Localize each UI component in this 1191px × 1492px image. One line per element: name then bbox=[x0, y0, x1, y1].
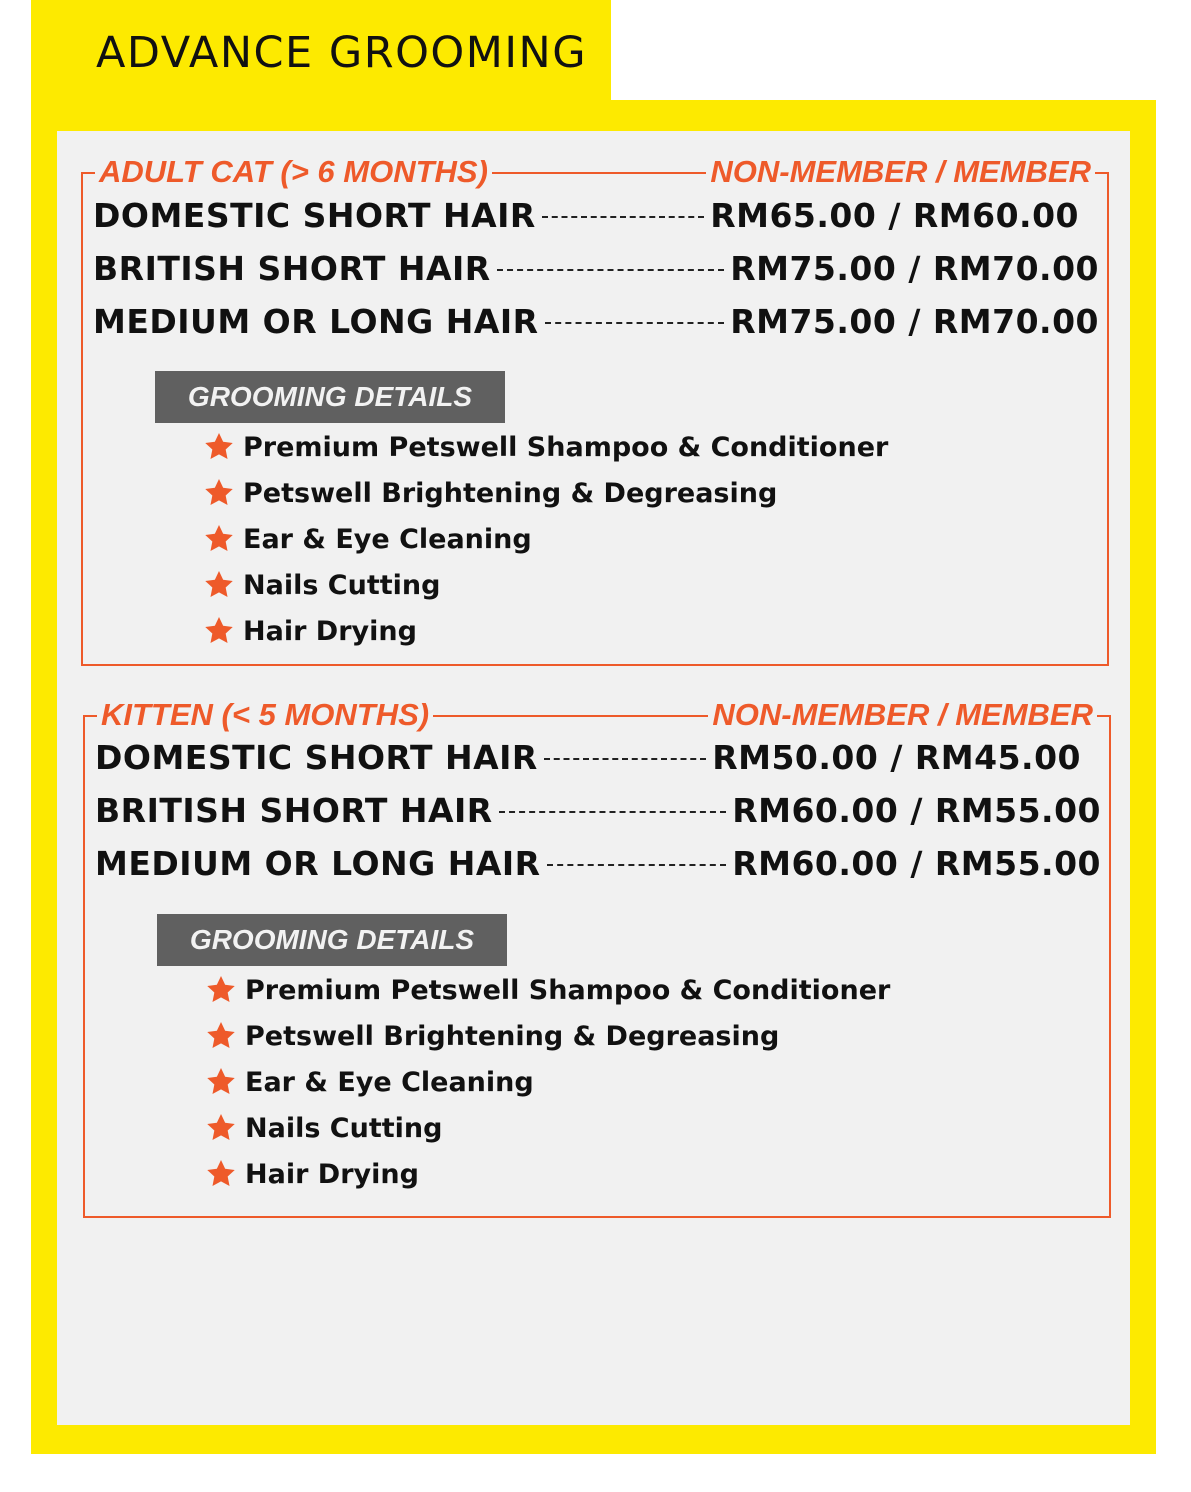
breed-price: RM60.00 / RM55.00 bbox=[732, 790, 1101, 830]
detail-text: Nails Cutting bbox=[245, 1112, 443, 1144]
star-icon bbox=[205, 974, 237, 1006]
list-item bbox=[203, 424, 888, 470]
breed-price: RM50.00 / RM45.00 bbox=[712, 737, 1081, 777]
breed-price: RM65.00 / RM60.00 bbox=[710, 195, 1079, 235]
dotted-leader bbox=[547, 864, 727, 866]
price-header: NON-MEMBER / MEMBER bbox=[706, 152, 1095, 192]
dotted-leader bbox=[545, 322, 725, 324]
breed-name: DOMESTIC SHORT HAIR bbox=[95, 737, 538, 777]
breed-name: BRITISH SHORT HAIR bbox=[95, 790, 493, 830]
category-label: KITTEN (< 5 MONTHS) bbox=[97, 695, 433, 735]
list-item bbox=[203, 470, 888, 516]
list-item bbox=[205, 1105, 890, 1151]
dotted-leader bbox=[499, 811, 726, 813]
star-icon bbox=[203, 477, 235, 509]
list-item bbox=[205, 967, 890, 1013]
grooming-details-list bbox=[203, 424, 888, 654]
detail-text: Ear & Eye Cleaning bbox=[245, 1066, 534, 1098]
breed-name: DOMESTIC SHORT HAIR bbox=[93, 195, 536, 235]
detail-text: Petswell Brightening & Degreasing bbox=[243, 477, 778, 509]
breed-price: RM75.00 / RM70.00 bbox=[730, 248, 1099, 288]
detail-text: Hair Drying bbox=[245, 1158, 419, 1190]
breed-name: BRITISH SHORT HAIR bbox=[93, 248, 491, 288]
star-icon bbox=[205, 1158, 237, 1190]
price-row bbox=[93, 301, 1099, 341]
star-icon bbox=[205, 1020, 237, 1052]
detail-text: Premium Petswell Shampoo & Conditioner bbox=[245, 974, 891, 1006]
star-icon bbox=[203, 523, 235, 555]
dotted-leader bbox=[544, 758, 706, 760]
list-item bbox=[205, 1013, 890, 1059]
grooming-details-badge: GROOMING DETAILS bbox=[155, 371, 505, 423]
list-item bbox=[205, 1151, 890, 1197]
price-row bbox=[93, 248, 1099, 288]
detail-text: Nails Cutting bbox=[243, 569, 441, 601]
detail-text: Petswell Brightening & Degreasing bbox=[245, 1020, 780, 1052]
breed-name: MEDIUM OR LONG HAIR bbox=[93, 301, 539, 341]
grooming-details-badge: GROOMING DETAILS bbox=[157, 914, 507, 966]
star-icon bbox=[203, 431, 235, 463]
price-row bbox=[93, 195, 1079, 235]
list-item bbox=[205, 1059, 890, 1105]
list-item bbox=[203, 516, 888, 562]
star-icon bbox=[205, 1112, 237, 1144]
section-kitten bbox=[83, 697, 1111, 1218]
price-row bbox=[95, 790, 1101, 830]
star-icon bbox=[203, 615, 235, 647]
grooming-details-list bbox=[205, 967, 890, 1197]
category-label: ADULT CAT (> 6 MONTHS) bbox=[95, 152, 492, 192]
list-item bbox=[203, 608, 888, 654]
star-icon bbox=[203, 569, 235, 601]
breed-price: RM75.00 / RM70.00 bbox=[730, 301, 1099, 341]
star-icon bbox=[205, 1066, 237, 1098]
detail-text: Hair Drying bbox=[243, 615, 417, 647]
price-row bbox=[95, 843, 1101, 883]
breed-price: RM60.00 / RM55.00 bbox=[732, 843, 1101, 883]
list-item bbox=[203, 562, 888, 608]
price-row bbox=[95, 737, 1081, 777]
page-title: ADVANCE GROOMING bbox=[96, 28, 588, 78]
detail-text: Premium Petswell Shampoo & Conditioner bbox=[243, 431, 889, 463]
price-header: NON-MEMBER / MEMBER bbox=[708, 695, 1097, 735]
section-adult-cat bbox=[81, 154, 1109, 666]
detail-text: Ear & Eye Cleaning bbox=[243, 523, 532, 555]
dotted-leader bbox=[497, 269, 724, 271]
breed-name: MEDIUM OR LONG HAIR bbox=[95, 843, 541, 883]
dotted-leader bbox=[542, 216, 704, 218]
